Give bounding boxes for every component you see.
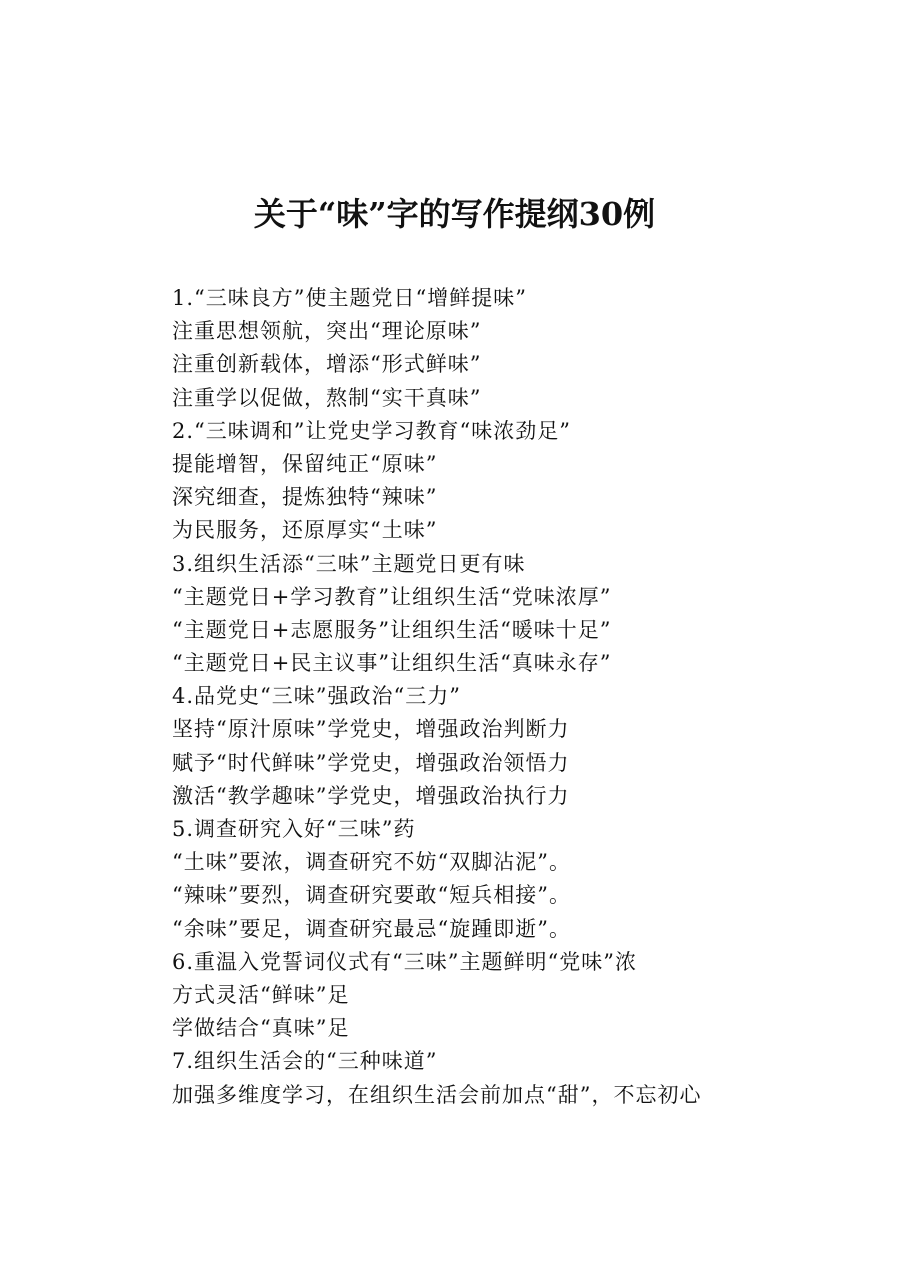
outline-item: “主题党日+志愿服务”让组织生活“暖味十足” <box>172 617 612 642</box>
outline-item: 坚持“原汁原味”学党史，增强政治判断力 <box>172 717 570 742</box>
outline-item: 注重创新载体，增添“形式鲜味” <box>172 352 482 377</box>
section-heading: 5.调查研究入好“三味”药 <box>172 817 416 841</box>
outline-item: “余味”要足，调查研究最忌“旋踵即逝”。 <box>172 916 571 941</box>
outline-item: “土味”要浓，调查研究不妨“双脚沾泥”。 <box>172 850 571 875</box>
outline-item: 加强多维度学习，在组织生活会前加点“甜”，不忘初心 <box>172 1082 702 1107</box>
section-heading: 6.重温入党誓词仪式有“三味”主题鲜明“党味”浓 <box>172 949 637 974</box>
section-heading: 7.组织生活会的“三种味道” <box>172 1049 438 1074</box>
outline-item: “主题党日+民主议事”让组织生活“真味永存” <box>172 651 612 676</box>
section-heading: 2.“三味调和”让党史学习教育“味浓劲足” <box>172 418 571 443</box>
outline-item: 为民服务，还原厚实“土味” <box>172 518 438 543</box>
document-title: 关于“味”字的写作提纲30例 <box>253 195 656 233</box>
outline-item: 深究细查，提炼独特“辣味” <box>172 485 438 510</box>
outline-item: 赋予“时代鲜味”学党史，增强政治领悟力 <box>172 750 570 775</box>
outline-item: “辣味”要烈，调查研究要敢“短兵相接”。 <box>172 883 571 908</box>
document-body <box>172 282 872 1112</box>
outline-item: 注重学以促做，熬制“实干真味” <box>172 385 482 410</box>
outline-item: 方式灵活“鲜味”足 <box>172 982 350 1007</box>
outline-item: 注重思想领航，突出“理论原味” <box>172 319 482 344</box>
outline-item: 学做结合“真味”足 <box>172 1016 350 1041</box>
outline-item: 提能增智，保留纯正“原味” <box>172 451 438 476</box>
section-heading: 1.“三味良方”使主题党日“增鲜提味” <box>172 286 527 310</box>
outline-item: 激活“教学趣味”学党史，增强政治执行力 <box>172 783 570 808</box>
section-heading: 3.组织生活添“三味”主题党日更有味 <box>172 551 526 576</box>
section-heading: 4.品党史“三味”强政治“三力” <box>172 684 461 709</box>
outline-item: “主题党日+学习教育”让组织生活“党味浓厚” <box>172 584 612 609</box>
